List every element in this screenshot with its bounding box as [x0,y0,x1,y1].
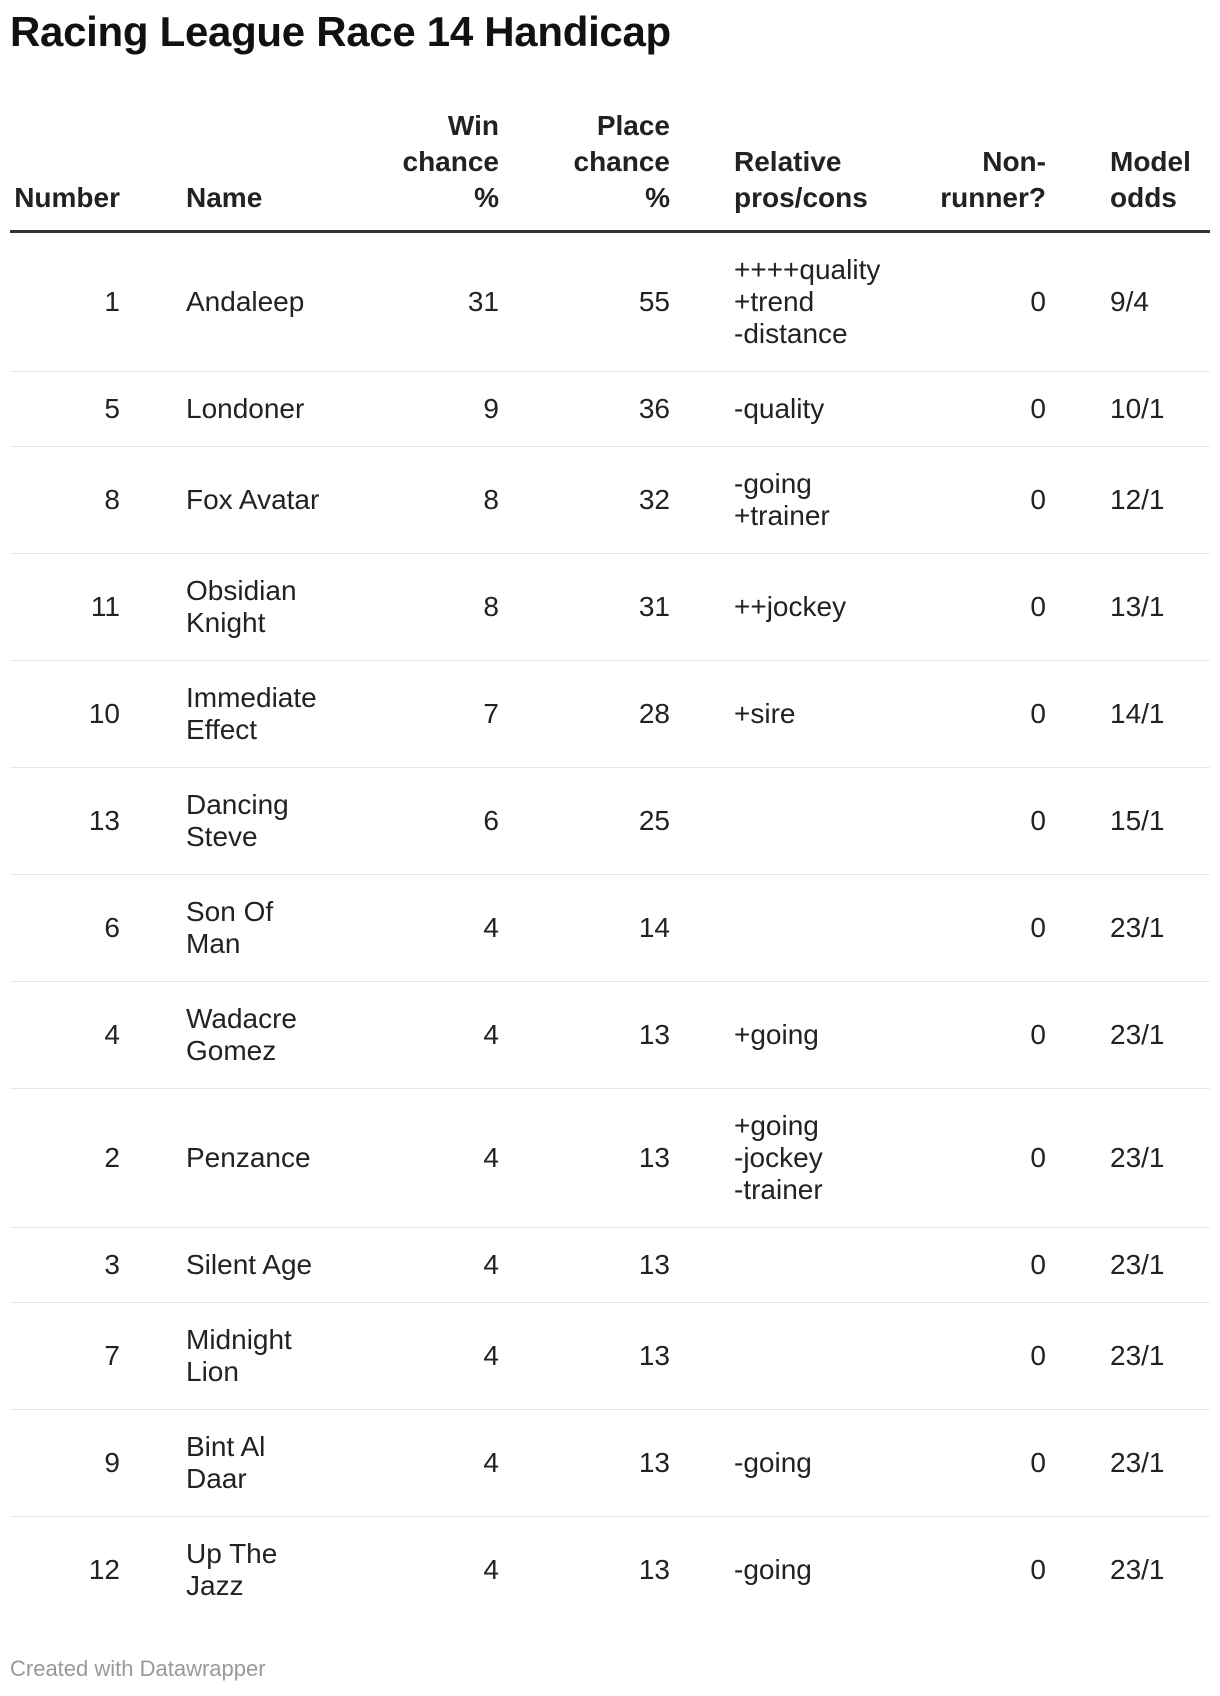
cell-spacer [670,1303,734,1410]
cell-model-odds: 10/1 [1110,372,1210,447]
cell-pros-cons: -going [734,1410,934,1517]
cell-spacer [120,768,186,875]
cell-name: Silent Age [186,1228,364,1303]
cell-place-chance: 36 [499,372,670,447]
cell-non-runner: 0 [934,1410,1046,1517]
cell-spacer [1046,982,1110,1089]
cell-spacer [1046,232,1110,372]
cell-place-chance: 13 [638,1554,670,1585]
cell-spacer [670,661,734,768]
cell-place-chance: 55 [499,232,670,372]
table-row [10,875,1210,982]
cell-spacer [120,554,186,661]
cell-non-runner: 0 [934,875,1046,982]
cell-name: Bint Al Daar [186,1410,364,1517]
cell-number: 4 [10,982,120,1089]
cell-spacer [1046,447,1110,554]
cell-spacer [670,982,734,1089]
cell-pros-cons [734,768,934,875]
table-row [10,1303,1210,1410]
table-row [10,982,1210,1089]
cell-number: 12 [88,1554,120,1585]
cell-name: Up The Jazz [186,1538,278,1601]
cell-spacer [670,768,734,875]
cell-pros-cons: -quality [734,372,934,447]
table-header-row [10,108,1210,232]
cell-win-chance: 4 [364,1410,499,1517]
cell-pros-cons: +going [734,982,934,1089]
cell-place-chance: 25 [499,768,670,875]
cell-pros-cons [734,875,934,982]
cell-win-chance: 6 [364,768,499,875]
cell-place-chance: 13 [499,1228,670,1303]
table-row [10,447,1210,554]
cell-name: Andaleep [186,232,364,372]
cell-non-runner: 0 [934,447,1046,554]
cell-spacer [120,982,186,1089]
cell-place-chance: 14 [499,875,670,982]
cell-number: 6 [10,875,120,982]
cell-non-runner: 0 [934,982,1046,1089]
cell-non-runner: 0 [934,768,1046,875]
cell-spacer [670,554,734,661]
cell-spacer [120,232,186,372]
cell-pros-cons [734,1303,934,1410]
cell-number: 10 [10,661,120,768]
cell-model-odds: 23/1 [1110,1228,1210,1303]
cell-model-odds: 23/1 [1110,1410,1210,1517]
cell-win-chance: 4 [364,1228,499,1303]
header-model-odds[interactable]: Model odds [1110,108,1210,232]
cell-non-runner: 0 [934,372,1046,447]
cell-spacer [1046,1517,1110,1624]
cell-spacer [120,661,186,768]
cell-non-runner: 0 [934,554,1046,661]
cell-win-chance: 4 [364,982,499,1089]
cell-spacer [1046,1410,1110,1517]
cell-number: 9 [10,1410,120,1517]
credit-footer: Created with Datawrapper [10,1656,266,1681]
header-spacer [670,108,734,232]
cell-name: Londoner [186,372,364,447]
cell-place-chance: 28 [499,661,670,768]
cell-model-odds: 23/1 [1110,982,1210,1089]
cell-spacer [670,1089,734,1228]
cell-name: Dancing Steve [186,768,364,875]
cell-model-odds: 13/1 [1110,554,1210,661]
cell-model-odds: 12/1 [1110,447,1210,554]
cell-spacer [670,1517,734,1624]
cell-name: Son Of Man [186,875,364,982]
cell-non-runner: 0 [934,1228,1046,1303]
header-place-chance[interactable]: Place chance % [499,108,670,232]
cell-spacer [1046,661,1110,768]
cell-spacer [670,1228,734,1303]
cell-spacer [670,372,734,447]
cell-number: 1 [10,232,120,372]
table-row [10,1410,1210,1517]
cell-spacer [120,1303,186,1410]
cell-number: 11 [10,554,120,661]
cell-name: Fox Avatar [186,447,364,554]
cell-place-chance: 13 [499,1089,670,1228]
cell-model-odds: 9/4 [1110,232,1210,372]
cell-spacer [120,1410,186,1517]
cell-win-chance: 7 [364,661,499,768]
cell-win-chance: 4 [364,875,499,982]
cell-name: Immediate Effect [186,661,364,768]
cell-pros-cons: -going +trainer [734,447,934,554]
cell-model-odds: 23/1 [1110,875,1210,982]
cell-spacer [120,1517,186,1624]
cell-spacer [1046,554,1110,661]
table-row [10,372,1210,447]
cell-place-chance: 32 [499,447,670,554]
cell-non-runner: 0 [934,232,1046,372]
cell-spacer [670,232,734,372]
cell-number: 8 [10,447,120,554]
cell-model-odds: 14/1 [1110,661,1210,768]
cell-model-odds: 23/1 [1110,1089,1210,1228]
cell-spacer [670,1410,734,1517]
cell-non-runner: 0 [934,661,1046,768]
cell-non-runner: 0 [934,1089,1046,1228]
table-row [10,554,1210,661]
table-row [10,1517,1210,1624]
header-pros-cons[interactable]: Relative pros/cons [734,108,934,232]
cell-spacer [1046,768,1110,875]
cell-non-runner: 0 [1030,1554,1046,1585]
cell-win-chance: 4 [364,1089,499,1228]
table-row [10,661,1210,768]
cell-model-odds: 23/1 [1110,1303,1210,1410]
cell-spacer [670,447,734,554]
cell-spacer [120,875,186,982]
cell-win-chance: 4 [364,1303,499,1410]
header-name[interactable]: Name [186,108,364,232]
header-spacer [1046,108,1110,232]
cell-non-runner: 0 [934,1303,1046,1410]
header-spacer [120,108,186,232]
cell-name: Obsidian Knight [186,554,364,661]
cell-win-chance: 8 [364,554,499,661]
table-row [10,232,1210,372]
cell-model-odds: 15/1 [1110,768,1210,875]
cell-name: Penzance [186,1089,364,1228]
cell-place-chance: 13 [499,982,670,1089]
cell-name: Wadacre Gomez [186,982,364,1089]
cell-pros-cons: +going -jockey -trainer [734,1089,934,1228]
race-table [10,108,1210,1623]
cell-spacer [120,447,186,554]
cell-pros-cons [734,1228,934,1303]
chart-title: Racing League Race 14 Handicap [10,8,671,55]
cell-spacer [120,1089,186,1228]
cell-place-chance: 13 [499,1303,670,1410]
cell-spacer [1046,875,1110,982]
cell-number: 3 [10,1228,120,1303]
cell-pros-cons: +sire [734,661,934,768]
table-row [10,1089,1210,1228]
cell-win-chance: 4 [483,1554,499,1585]
cell-number: 13 [10,768,120,875]
cell-spacer [1046,1089,1110,1228]
table-row [10,768,1210,875]
header-non-runner[interactable]: Non- runner? [934,108,1046,232]
cell-place-chance: 31 [499,554,670,661]
cell-win-chance: 31 [364,232,499,372]
cell-spacer [120,1228,186,1303]
cell-spacer [1046,1303,1110,1410]
cell-pros-cons: -going [734,1554,812,1585]
table-body [10,232,1210,1624]
cell-spacer [1046,372,1110,447]
cell-spacer [120,372,186,447]
cell-pros-cons: ++++quality +trend -distance [734,232,934,372]
cell-spacer [670,875,734,982]
cell-number: 5 [10,372,120,447]
cell-model-odds: 23/1 [1110,1554,1165,1585]
cell-number: 2 [10,1089,120,1228]
cell-spacer [1046,1228,1110,1303]
cell-pros-cons: ++jockey [734,554,934,661]
table-row [10,1228,1210,1303]
cell-name: Midnight Lion [186,1303,364,1410]
header-number[interactable]: Number [10,108,120,232]
header-win-chance[interactable]: Win chance % [364,108,499,232]
cell-place-chance: 13 [499,1410,670,1517]
cell-win-chance: 8 [364,447,499,554]
cell-number: 7 [10,1303,120,1410]
cell-win-chance: 9 [364,372,499,447]
